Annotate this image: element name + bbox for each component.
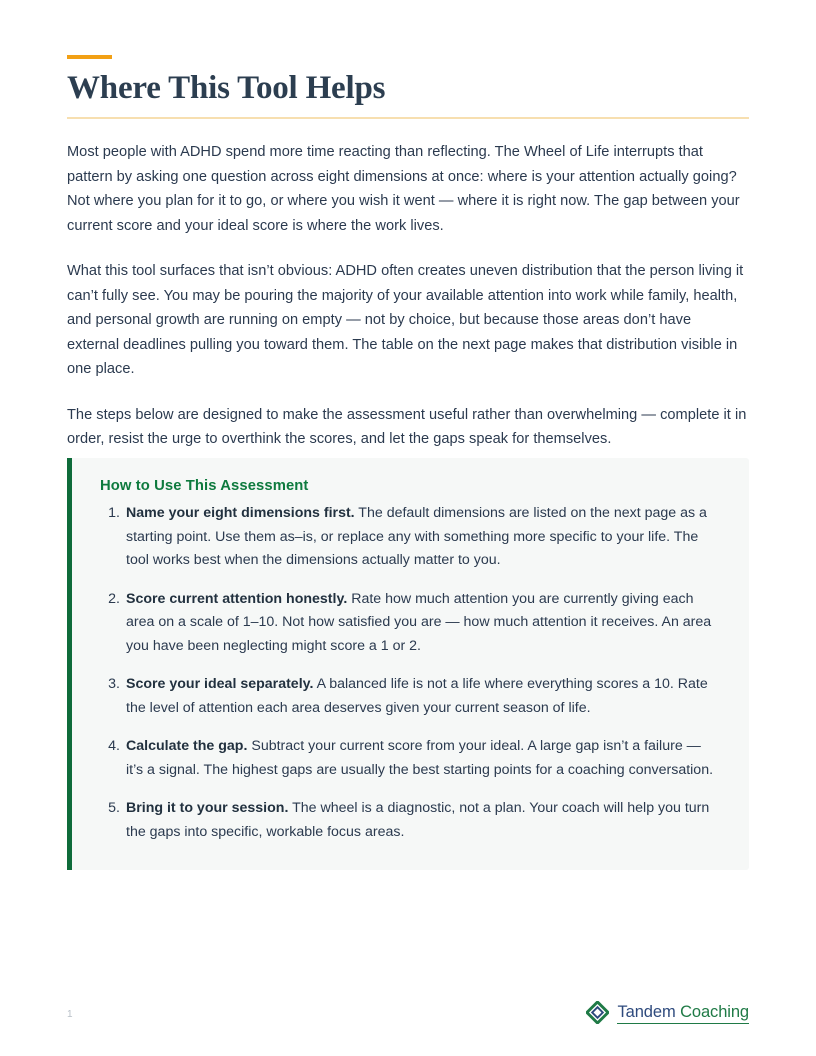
footer-logo (586, 1001, 749, 1024)
body-paragraph-2: What this tool surfaces that isn’t obvious: ADHD often creates uneven distribution that the person living it can’t fully see. You may be pouring the majority of your available attention into work while family, health, and personal growth are running on empty — not by choice, but because those areas don’t have external deadlines pulling you toward them. The table on the next page makes that distribution visible in one place. (67, 263, 744, 377)
body-paragraph-3: The steps below are designed to make the assessment useful rather than overwhelming — complete it in order, resist the urge to overthink the scores, and let the gaps speak for themselves. (67, 406, 747, 447)
list-item (122, 735, 721, 782)
steps-list (100, 502, 721, 844)
step-text: Rate how much attention you are currently giving each area on a scale of 1–10. Not how satisfied you are — how much attention it receives. An area you have been neglecting might score a 1 or 2. (126, 590, 712, 654)
step-text: The default dimensions are listed on the next page as a starting point. Use them as–is, or replace any with something more specific to your life. The tool works best when the dimensions actually matter to you. (126, 505, 707, 568)
title-accent-bar (67, 55, 112, 59)
step-lead: Score current attention honestly. (126, 590, 348, 607)
title-divider-rule (67, 117, 749, 119)
list-item (122, 797, 721, 844)
page-title: Where This Tool Helps (67, 70, 386, 106)
callout-title: How to Use This Assessment (100, 478, 309, 494)
step-lead: Score your ideal separately. (126, 676, 314, 692)
step-text: Subtract your current score from your ideal. A large gap isn’t a failure — it’s a signal. The highest gaps are usually the best starting points for a coaching conversation. (126, 738, 714, 778)
step-text: The wheel is a diagnostic, not a plan. Your coach will help you turn the gaps into specific, workable focus areas. (126, 800, 710, 840)
list-item (122, 673, 721, 720)
step-lead: Name your eight dimensions first. (126, 505, 355, 521)
body-paragraph-1: Most people with ADHD spend more time reacting than reflecting. The Wheel of Life interrupts that pattern by asking one question across eight dimensions at once: where is your attention actually going? Not where you plan for it to go, or where you wish it went — where it is right now. The gap between your current score and your ideal score is where the work lives. (67, 144, 740, 234)
step-lead: Calculate the gap. (126, 738, 248, 754)
list-item (122, 588, 721, 659)
step-lead: Bring it to your session. (126, 800, 289, 816)
logo-word-coaching: Coaching (680, 1002, 749, 1021)
how-to-use-callout (67, 458, 749, 870)
page-number: 1 (67, 1009, 73, 1020)
step-text: A balanced life is not a life where everything scores a 10. Rate the level of attention each area deserves given your current season of life. (126, 676, 708, 716)
list-item (122, 502, 721, 573)
diamond-logo-icon (586, 1001, 609, 1024)
logo-word-tandem: Tandem (617, 1002, 676, 1021)
logo-wordmark (617, 1002, 749, 1024)
body-content (67, 140, 749, 452)
